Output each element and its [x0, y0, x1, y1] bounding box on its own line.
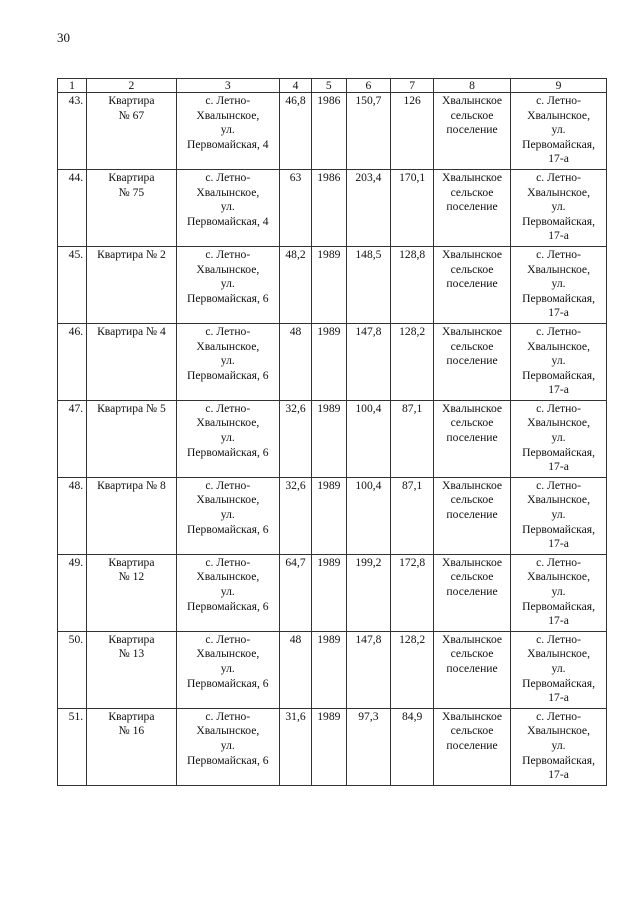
owner-cell: Хвалынское сельское поселение	[434, 631, 511, 708]
address-cell: с. Летно- Хвалынское, ул. Первомайская, 6	[176, 400, 279, 477]
object-name-cell: Квартира № 8	[87, 477, 177, 554]
column-header-1: 1	[58, 79, 87, 93]
area-cell: 32,6	[279, 400, 311, 477]
column-header-9: 9	[511, 79, 607, 93]
object-name-cell: Квартира № 16	[87, 708, 177, 785]
column-header-5: 5	[312, 79, 346, 93]
holder-address-cell: с. Летно- Хвалынское, ул. Первомайская, 17-а	[511, 631, 607, 708]
owner-cell: Хвалынское сельское поселение	[434, 554, 511, 631]
value-col7-cell: 170,1	[391, 169, 434, 246]
value-col6-cell: 147,8	[346, 323, 391, 400]
column-header-3: 3	[176, 79, 279, 93]
object-name-cell: Квартира № 13	[87, 631, 177, 708]
table-row	[58, 400, 607, 477]
value-col7-cell: 128,2	[391, 323, 434, 400]
value-col7-cell: 128,2	[391, 631, 434, 708]
year-cell: 1989	[312, 477, 346, 554]
column-header-7: 7	[391, 79, 434, 93]
owner-cell: Хвалынское сельское поселение	[434, 169, 511, 246]
owner-cell: Хвалынское сельское поселение	[434, 246, 511, 323]
owner-cell: Хвалынское сельское поселение	[434, 93, 511, 170]
holder-address-cell: с. Летно- Хвалынское, ул. Первомайская, 17-а	[511, 708, 607, 785]
area-cell: 48	[279, 631, 311, 708]
column-header-6: 6	[346, 79, 391, 93]
year-cell: 1989	[312, 400, 346, 477]
table-body	[58, 93, 607, 786]
header-row	[58, 79, 607, 93]
property-registry-table	[57, 78, 607, 786]
value-col6-cell: 100,4	[346, 400, 391, 477]
table-header	[58, 79, 607, 93]
value-col7-cell: 172,8	[391, 554, 434, 631]
table-row	[58, 323, 607, 400]
address-cell: с. Летно- Хвалынское, ул. Первомайская, 6	[176, 477, 279, 554]
table-row	[58, 169, 607, 246]
row-number-cell: 49.	[58, 554, 87, 631]
value-col6-cell: 97,3	[346, 708, 391, 785]
object-name-cell: Квартира № 2	[87, 246, 177, 323]
year-cell: 1989	[312, 246, 346, 323]
year-cell: 1989	[312, 631, 346, 708]
row-number-cell: 45.	[58, 246, 87, 323]
year-cell: 1986	[312, 93, 346, 170]
row-number-cell: 48.	[58, 477, 87, 554]
value-col6-cell: 203,4	[346, 169, 391, 246]
year-cell: 1986	[312, 169, 346, 246]
object-name-cell: Квартира № 75	[87, 169, 177, 246]
value-col7-cell: 84,9	[391, 708, 434, 785]
area-cell: 31,6	[279, 708, 311, 785]
value-col6-cell: 148,5	[346, 246, 391, 323]
address-cell: с. Летно- Хвалынское, ул. Первомайская, 4	[176, 93, 279, 170]
holder-address-cell: с. Летно- Хвалынское, ул. Первомайская, 17-а	[511, 93, 607, 170]
owner-cell: Хвалынское сельское поселение	[434, 708, 511, 785]
area-cell: 32,6	[279, 477, 311, 554]
object-name-cell: Квартира № 4	[87, 323, 177, 400]
area-cell: 48,2	[279, 246, 311, 323]
area-cell: 46,8	[279, 93, 311, 170]
value-col7-cell: 126	[391, 93, 434, 170]
area-cell: 48	[279, 323, 311, 400]
holder-address-cell: с. Летно- Хвалынское, ул. Первомайская, 17-а	[511, 246, 607, 323]
holder-address-cell: с. Летно- Хвалынское, ул. Первомайская, 17-а	[511, 400, 607, 477]
column-header-4: 4	[279, 79, 311, 93]
column-header-8: 8	[434, 79, 511, 93]
table-row	[58, 246, 607, 323]
row-number-cell: 43.	[58, 93, 87, 170]
table-row	[58, 708, 607, 785]
row-number-cell: 46.	[58, 323, 87, 400]
year-cell: 1989	[312, 708, 346, 785]
holder-address-cell: с. Летно- Хвалынское, ул. Первомайская, 17-а	[511, 169, 607, 246]
holder-address-cell: с. Летно- Хвалынское, ул. Первомайская, 17-а	[511, 477, 607, 554]
row-number-cell: 51.	[58, 708, 87, 785]
object-name-cell: Квартира № 12	[87, 554, 177, 631]
row-number-cell: 44.	[58, 169, 87, 246]
value-col6-cell: 199,2	[346, 554, 391, 631]
table-row	[58, 631, 607, 708]
table-row	[58, 554, 607, 631]
year-cell: 1989	[312, 323, 346, 400]
address-cell: с. Летно- Хвалынское, ул. Первомайская, 6	[176, 631, 279, 708]
holder-address-cell: с. Летно- Хвалынское, ул. Первомайская, 17-а	[511, 323, 607, 400]
value-col7-cell: 87,1	[391, 400, 434, 477]
value-col6-cell: 100,4	[346, 477, 391, 554]
table-row	[58, 477, 607, 554]
address-cell: с. Летно- Хвалынское, ул. Первомайская, 6	[176, 708, 279, 785]
address-cell: с. Летно- Хвалынское, ул. Первомайская, 6	[176, 246, 279, 323]
value-col6-cell: 150,7	[346, 93, 391, 170]
address-cell: с. Летно- Хвалынское, ул. Первомайская, 6	[176, 554, 279, 631]
table-row	[58, 93, 607, 170]
row-number-cell: 47.	[58, 400, 87, 477]
address-cell: с. Летно- Хвалынское, ул. Первомайская, 4	[176, 169, 279, 246]
year-cell: 1989	[312, 554, 346, 631]
object-name-cell: Квартира № 67	[87, 93, 177, 170]
area-cell: 63	[279, 169, 311, 246]
object-name-cell: Квартира № 5	[87, 400, 177, 477]
owner-cell: Хвалынское сельское поселение	[434, 400, 511, 477]
value-col6-cell: 147,8	[346, 631, 391, 708]
owner-cell: Хвалынское сельское поселение	[434, 477, 511, 554]
value-col7-cell: 87,1	[391, 477, 434, 554]
value-col7-cell: 128,8	[391, 246, 434, 323]
holder-address-cell: с. Летно- Хвалынское, ул. Первомайская, 17-а	[511, 554, 607, 631]
address-cell: с. Летно- Хвалынское, ул. Первомайская, 6	[176, 323, 279, 400]
owner-cell: Хвалынское сельское поселение	[434, 323, 511, 400]
column-header-2: 2	[87, 79, 177, 93]
area-cell: 64,7	[279, 554, 311, 631]
page-number: 30	[57, 30, 70, 45]
row-number-cell: 50.	[58, 631, 87, 708]
